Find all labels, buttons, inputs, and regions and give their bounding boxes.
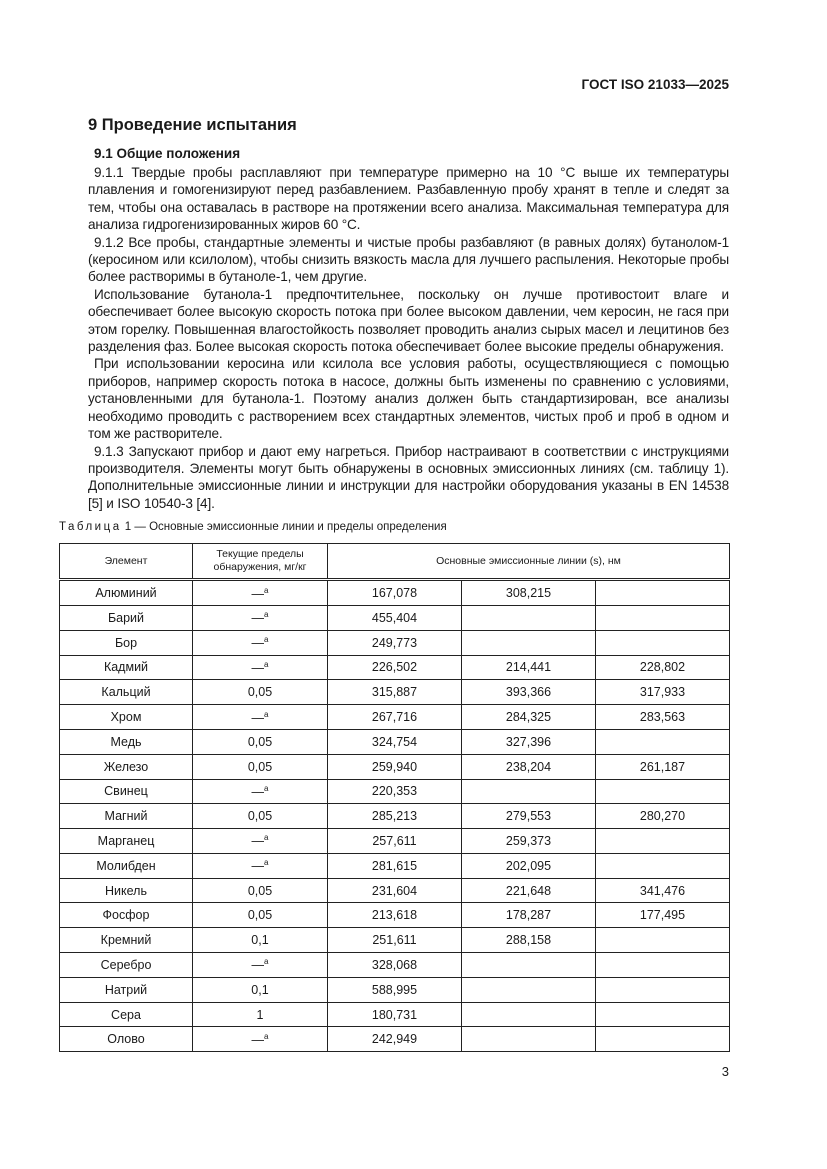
table-row [60, 1027, 730, 1052]
limit-cell-text: — [251, 859, 265, 874]
limit-cell-text: 0,05 [247, 809, 273, 824]
limit-cell-text: — [251, 784, 265, 799]
table-row [60, 754, 730, 779]
footnote-marker: a [264, 1031, 269, 1041]
table-row [60, 977, 730, 1002]
limit-cell [193, 680, 328, 705]
line-1-cell [328, 953, 462, 978]
limit-cell [193, 853, 328, 878]
element-cell [60, 580, 193, 606]
element-cell-text: Медь [110, 734, 142, 749]
limit-cell [193, 829, 328, 854]
line-2-cell-text: 308,215 [505, 586, 552, 601]
line-3-cell [596, 655, 730, 680]
line-3-cell-text: 341,476 [639, 883, 686, 898]
line-3-cell [596, 605, 730, 630]
line-1-cell [328, 605, 462, 630]
line-2-cell [462, 853, 596, 878]
limit-cell [193, 779, 328, 804]
line-1-cell-text: 249,773 [371, 635, 418, 650]
line-2-cell [462, 580, 596, 606]
element-cell-text: Молибден [96, 858, 156, 873]
element-cell-text: Олово [107, 1032, 145, 1047]
line-3-cell-text: 280,270 [639, 809, 686, 824]
element-cell [60, 630, 193, 655]
table-caption [59, 520, 729, 535]
limit-cell-text: 0,1 [251, 933, 269, 948]
element-cell-text: Бор [114, 635, 138, 650]
line-2-cell-text: 284,325 [505, 710, 552, 724]
limit-cell [193, 903, 328, 928]
element-cell-text: Магний [104, 809, 148, 824]
table-row [60, 630, 730, 655]
line-2-cell [462, 705, 596, 730]
line-3-cell [596, 903, 730, 928]
limit-cell [193, 705, 328, 730]
paragraph: Использование бутанола-1 предпочтительнее, поскольку он лучше противостоит влаге и обеспечивает более высокую скорость потока при более высоком давлении, чем керосин, не гася при этом горелку. Повышенная влагостойкость позволяет проводить анализ сырых масел и лецитинов без разделения фаз. Более высокая скорость потока обеспечивает более высокие пределы обнаружения. [88, 286, 729, 355]
line-1-cell-text: 455,404 [371, 610, 418, 625]
limit-cell [193, 804, 328, 829]
line-1-cell-text: 281,615 [371, 858, 418, 873]
line-1-cell-text: 231,604 [371, 883, 418, 898]
limit-cell-text: — [251, 958, 265, 973]
element-cell [60, 605, 193, 630]
element-cell-text: Марганец [97, 833, 155, 848]
limit-cell-text: — [251, 1032, 265, 1047]
line-1-cell [328, 928, 462, 953]
line-2-cell [462, 928, 596, 953]
limit-cell-text: 0,05 [247, 883, 273, 898]
line-2-cell-text: 221,648 [505, 883, 552, 898]
line-2-cell [462, 680, 596, 705]
line-1-cell [328, 878, 462, 903]
element-cell [60, 878, 193, 903]
line-2-cell [462, 953, 596, 978]
footnote-marker: a [264, 783, 269, 793]
line-1-cell [328, 804, 462, 829]
line-2-cell-text: 393,366 [505, 685, 552, 700]
line-1-cell [328, 630, 462, 655]
line-3-cell [596, 580, 730, 606]
paragraph: 9.1.1 Твердые пробы расплавляют при температуре примерно на 10 °C выше их температуры плавления и гомогенизируют перед разбавлением. Разбавленную пробу хранят в тепле и следят за тем, чтобы она оставалась в растворе на протяжении всего анализа. Максимальная температура для анализа гидрогенизированных жиров 60 °C. [88, 165, 729, 233]
limit-cell-text: — [251, 586, 265, 601]
line-2-cell [462, 878, 596, 903]
line-2-cell [462, 1027, 596, 1052]
table-row [60, 878, 730, 903]
element-cell [60, 829, 193, 854]
body-text [88, 164, 729, 512]
line-3-cell [596, 1027, 730, 1052]
limit-cell-text: 0,05 [247, 734, 273, 749]
line-3-cell [596, 853, 730, 878]
line-2-cell-text: 238,204 [505, 759, 552, 774]
element-cell-text: Хром [110, 710, 142, 724]
line-2-cell [462, 804, 596, 829]
line-2-cell-text: 279,553 [505, 809, 552, 824]
line-3-cell [596, 928, 730, 953]
line-2-cell [462, 605, 596, 630]
line-3-cell [596, 977, 730, 1002]
line-3-cell-text: 283,563 [639, 710, 686, 724]
element-cell-text: Фосфор [102, 908, 150, 923]
header-lines: Основные эмиссионные линии (s), нм [328, 544, 730, 580]
limit-cell [193, 754, 328, 779]
element-cell-text: Кальций [101, 685, 151, 700]
footnote-marker: a [264, 957, 269, 967]
element-cell-text: Барий [107, 610, 145, 625]
limit-cell-text: — [251, 636, 265, 651]
element-cell-text: Серебро [100, 957, 152, 972]
line-1-cell-text: 220,353 [371, 784, 418, 799]
table-header-row [60, 544, 730, 580]
line-1-cell-text: 315,887 [371, 685, 418, 700]
element-cell [60, 1002, 193, 1027]
line-3-cell [596, 804, 730, 829]
element-cell [60, 680, 193, 705]
line-1-cell [328, 853, 462, 878]
table-row [60, 605, 730, 630]
line-3-cell [596, 1002, 730, 1027]
line-3-cell [596, 630, 730, 655]
limit-cell [193, 1027, 328, 1052]
document-code: ГОСТ ISO 21033—2025 [581, 77, 729, 92]
line-1-cell [328, 580, 462, 606]
line-3-cell [596, 705, 730, 730]
line-3-cell [596, 680, 730, 705]
line-1-cell [328, 729, 462, 754]
line-2-cell [462, 903, 596, 928]
line-3-cell [596, 729, 730, 754]
table-row [60, 804, 730, 829]
limit-cell-text: 0,05 [247, 908, 273, 923]
element-cell [60, 779, 193, 804]
line-2-cell [462, 630, 596, 655]
footnote-marker: a [264, 709, 269, 719]
table-row [60, 680, 730, 705]
limit-cell [193, 1002, 328, 1027]
line-3-cell-text: 261,187 [639, 759, 686, 774]
element-cell [60, 853, 193, 878]
line-3-cell-text: 177,495 [639, 908, 686, 923]
line-2-cell-text: 202,095 [505, 858, 552, 873]
header-element: Элемент [60, 544, 193, 580]
limit-cell-text: 0,05 [247, 759, 273, 774]
line-1-cell-text: 328,068 [371, 957, 418, 972]
table-row [60, 928, 730, 953]
table-row [60, 655, 730, 680]
line-1-cell [328, 1027, 462, 1052]
footnote-marker: a [264, 659, 269, 669]
line-1-cell [328, 705, 462, 730]
line-1-cell-text: 257,611 [372, 833, 417, 848]
element-cell [60, 754, 193, 779]
line-2-cell [462, 977, 596, 1002]
element-cell [60, 804, 193, 829]
element-cell-text: Сера [111, 1007, 141, 1022]
element-cell-text: Кадмий [103, 660, 149, 675]
line-3-cell-text: 317,933 [639, 685, 686, 700]
line-2-cell [462, 754, 596, 779]
limit-cell [193, 655, 328, 680]
element-cell-text: Свинец [104, 784, 148, 799]
header-limit: Текущие пределы обнаружения, мг/кг [193, 544, 328, 580]
table-caption-label: Таблица [59, 521, 122, 534]
element-cell [60, 953, 193, 978]
line-1-cell-text: 324,754 [371, 734, 418, 749]
line-2-cell-text: 214,441 [505, 660, 552, 675]
element-cell [60, 1027, 193, 1052]
limit-cell-text: — [251, 710, 265, 725]
line-2-cell [462, 1002, 596, 1027]
limit-cell [193, 953, 328, 978]
footnote-marker: a [264, 833, 269, 843]
line-1-cell-text: 213,618 [371, 908, 418, 923]
element-cell [60, 705, 193, 730]
footnote-marker: a [264, 635, 269, 645]
element-cell [60, 729, 193, 754]
line-3-cell-text: 228,802 [639, 660, 686, 675]
line-1-cell-text: 251,611 [372, 933, 417, 948]
footnote-marker: a [264, 610, 269, 620]
line-1-cell [328, 779, 462, 804]
line-1-cell-text: 167,078 [371, 586, 418, 601]
limit-cell [193, 605, 328, 630]
line-2-cell-text: 288,158 [505, 933, 552, 948]
limit-cell-text: 0,1 [251, 982, 269, 997]
line-1-cell-text: 180,731 [371, 1007, 418, 1022]
limit-cell [193, 580, 328, 606]
table-row [60, 729, 730, 754]
limit-cell [193, 878, 328, 903]
table-row [60, 779, 730, 804]
section-heading: 9 Проведение испытания [88, 116, 297, 134]
emission-lines-table [59, 543, 730, 1052]
element-cell-text: Алюминий [95, 586, 157, 601]
line-1-cell-text: 588,995 [371, 982, 418, 997]
table-row [60, 953, 730, 978]
line-1-cell-text: 285,213 [371, 809, 418, 824]
element-cell-text: Железо [103, 759, 149, 774]
table-row [60, 853, 730, 878]
line-2-cell [462, 779, 596, 804]
line-2-cell [462, 829, 596, 854]
element-cell-text: Никель [105, 883, 147, 898]
limit-cell-text: 1 [256, 1007, 264, 1022]
line-3-cell [596, 779, 730, 804]
element-cell-text: Кремний [100, 933, 152, 948]
table-row [60, 1002, 730, 1027]
limit-cell [193, 928, 328, 953]
line-2-cell-text: 178,287 [505, 908, 552, 923]
subsection-heading: 9.1 Общие положения [94, 146, 241, 161]
line-2-cell-text: 327,396 [505, 734, 552, 749]
line-1-cell [328, 977, 462, 1002]
line-1-cell [328, 754, 462, 779]
limit-cell [193, 729, 328, 754]
element-cell [60, 977, 193, 1002]
table-row [60, 903, 730, 928]
page-number: 3 [721, 1064, 729, 1080]
limit-cell [193, 630, 328, 655]
footnote-marker: a [264, 585, 269, 595]
line-2-cell [462, 655, 596, 680]
table-caption-text: 1 — Основные эмиссионные линии и пределы определения [121, 521, 447, 534]
line-1-cell [328, 680, 462, 705]
line-1-cell-text: 259,940 [371, 759, 418, 774]
footnote-marker: a [264, 858, 269, 868]
element-cell-text: Натрий [104, 982, 148, 997]
line-2-cell-text: 259,373 [505, 833, 552, 848]
limit-cell-text: — [251, 660, 265, 675]
element-cell [60, 903, 193, 928]
table-row [60, 829, 730, 854]
limit-cell [193, 977, 328, 1002]
limit-cell-text: — [251, 834, 265, 849]
limit-cell-text: 0,05 [247, 685, 273, 700]
paragraph: При использовании керосина или ксилола все условия работы, осуществляющиеся с помощью приборов, например скорость потока в насосе, должны быть изменены по сравнению с условиями, установленными для бутанола-1. Поэтому анализ должен быть стандартизирован, все анализы необходимо проводить с растворением всех стандартных элементов, чистых проб и проб в одном и том же растворителе. [88, 356, 729, 442]
line-1-cell-text: 267,716 [371, 710, 418, 724]
line-3-cell [596, 953, 730, 978]
paragraph: 9.1.3 Запускают прибор и дают ему нагреться. Прибор настраивают в соответствии с инструкциями производителя. Элементы могут быть обнаружены в основных эмиссионных линиях (см. таблицу 1). Дополнительные эмиссионные линии и инструкции для настройки оборудования указаны в EN 14538 [5] и ISO 10540-3 [4]. [88, 443, 729, 511]
table-row [60, 705, 730, 730]
line-1-cell [328, 655, 462, 680]
line-1-cell [328, 829, 462, 854]
line-1-cell [328, 903, 462, 928]
line-3-cell [596, 754, 730, 779]
limit-cell-text: — [251, 611, 265, 626]
line-1-cell-text: 242,949 [371, 1032, 418, 1047]
line-3-cell [596, 829, 730, 854]
line-2-cell [462, 729, 596, 754]
line-1-cell-text: 226,502 [371, 660, 418, 675]
paragraph: 9.1.2 Все пробы, стандартные элементы и чистые пробы разбавляют (в равных долях) бутанолом-1 (керосином или ксилолом), чтобы снизить вязкость масла для лучшего распыления. Некоторые пробы более растворимы в бутаноле-1, чем другие. [88, 234, 729, 285]
line-1-cell [328, 1002, 462, 1027]
element-cell [60, 928, 193, 953]
element-cell [60, 655, 193, 680]
table-row [60, 580, 730, 606]
line-3-cell [596, 878, 730, 903]
